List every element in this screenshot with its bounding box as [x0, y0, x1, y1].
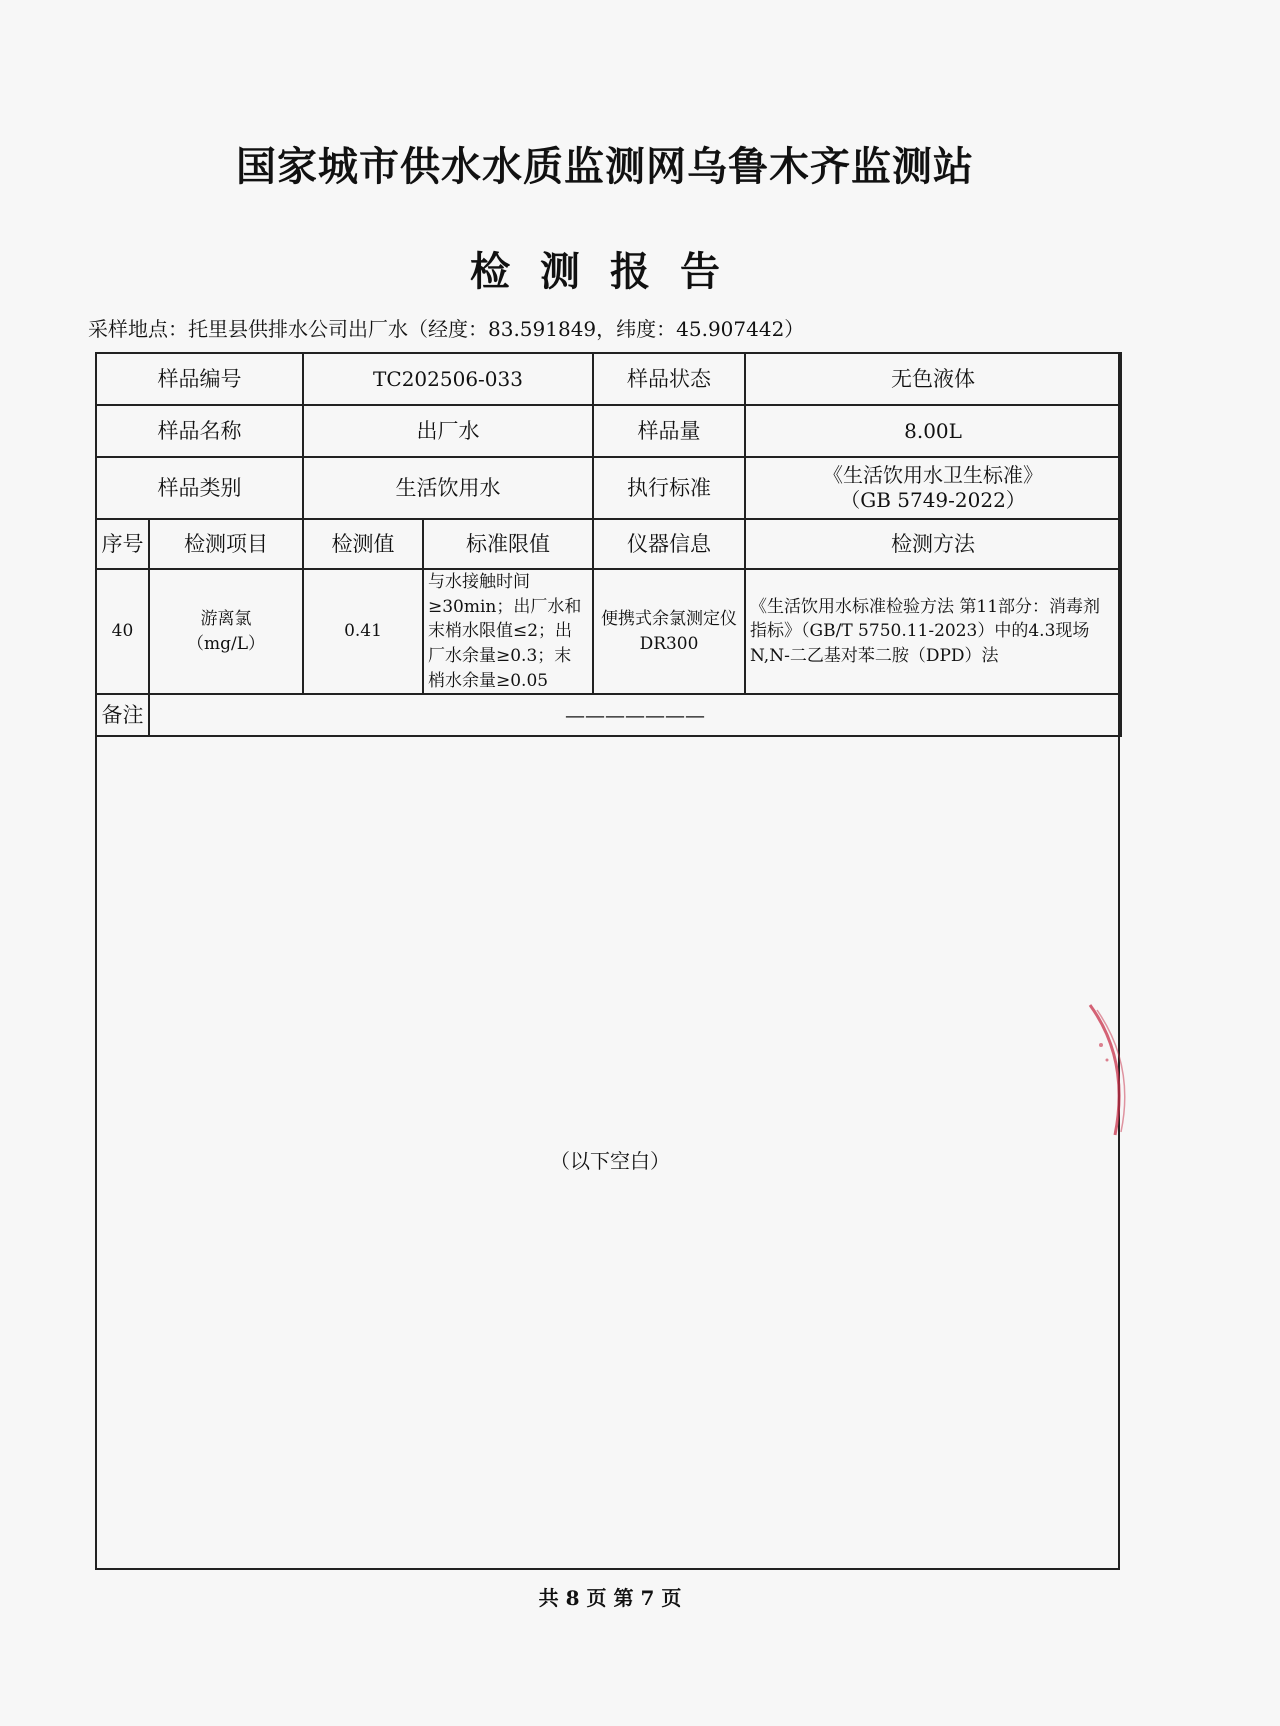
sample-name-label: 样品名称	[96, 405, 303, 457]
col-header-item: 检测项目	[149, 519, 303, 569]
sample-state-label: 样品状态	[593, 353, 745, 405]
col-header-value: 检测值	[303, 519, 423, 569]
col-header-no: 序号	[96, 519, 149, 569]
sample-state-value: 无色液体	[745, 353, 1121, 405]
row-item-name: 游离氯	[200, 608, 252, 629]
standard-line-2: （GB 5749-2022）	[840, 488, 1026, 512]
row-instrument-model: DR300	[639, 633, 699, 654]
remarks-label: 备注	[96, 694, 149, 736]
col-header-method: 检测方法	[745, 519, 1121, 569]
info-row	[96, 353, 1121, 405]
row-instrument	[593, 569, 745, 694]
sample-qty-value: 8.00L	[745, 405, 1121, 457]
standard-label: 执行标准	[593, 457, 745, 519]
results-header-row	[96, 519, 1121, 569]
col-header-instrument: 仪器信息	[593, 519, 745, 569]
info-row	[96, 405, 1121, 457]
row-limit: 与水接触时间≥30min；出厂水和末梢水限值≤2；出厂水余量≥0.3；末梢水余量≥0.05	[423, 569, 593, 694]
table-row	[96, 569, 1121, 694]
row-item	[149, 569, 303, 694]
sample-name-value: 出厂水	[303, 405, 593, 457]
page-number: 共 8 页 第 7 页	[538, 1586, 682, 1610]
organization-title: 国家城市供水水质监测网乌鲁木齐监测站	[236, 144, 974, 190]
red-seal-stamp	[1085, 1000, 1145, 1140]
sample-qty-label: 样品量	[593, 405, 745, 457]
sample-no-label: 样品编号	[96, 353, 303, 405]
row-item-unit: （mg/L）	[186, 633, 266, 654]
remarks-row	[96, 694, 1121, 736]
report-title: 检测报告	[470, 249, 750, 295]
sample-category-label: 样品类别	[96, 457, 303, 519]
row-method: 《生活饮用水标准检验方法 第11部分：消毒剂指标》（GB/T 5750.11-2023）中的4.3现场N,N-二乙基对苯二胺（DPD）法	[745, 569, 1121, 694]
col-header-limit: 标准限值	[423, 519, 593, 569]
row-value: 0.41	[303, 569, 423, 694]
sample-category-value: 生活饮用水	[303, 457, 593, 519]
standard-value	[745, 457, 1121, 519]
remarks-value: ———————	[149, 694, 1121, 736]
standard-line-1: 《生活饮用水卫生标准》	[823, 463, 1044, 487]
blank-below-note: （以下空白）	[550, 1149, 670, 1173]
sample-no-value: TC202506-033	[303, 353, 593, 405]
sample-site: 采样地点：托里县供排水公司出厂水（经度：83.591849，纬度：45.907442）	[88, 317, 805, 341]
row-no: 40	[96, 569, 149, 694]
report-table	[95, 352, 1122, 737]
row-instrument-name: 便携式余氯测定仪	[601, 608, 738, 629]
info-row	[96, 457, 1121, 519]
